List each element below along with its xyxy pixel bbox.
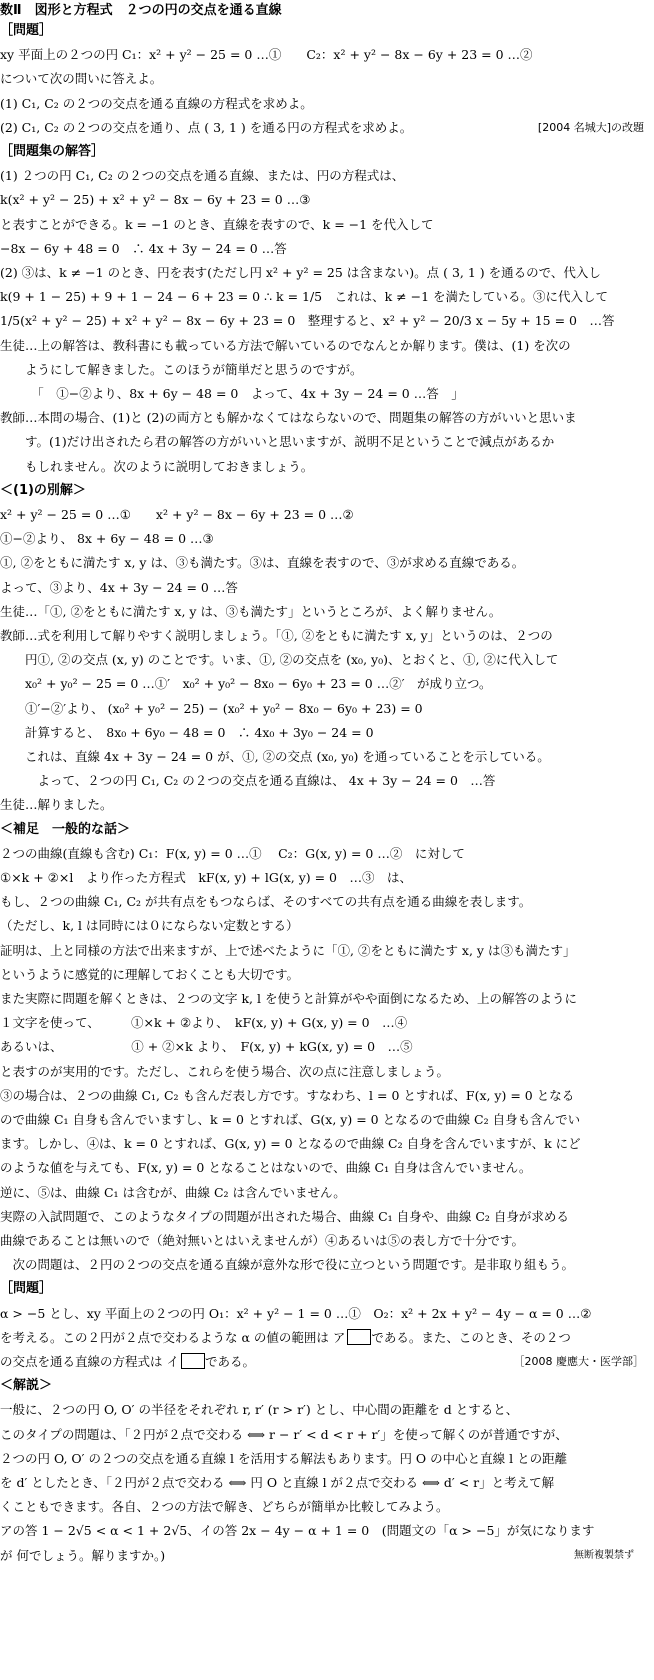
text-line: アの答 1 − 2√5 < α < 1 + 2√5、イの答 2x − 4y − α + 1 = 0 (問題文の「α > −5」が気になります <box>0 1523 595 1539</box>
text-line: が 何でしょう。解りますか。) 無断複製禁ず <box>0 1547 634 1563</box>
text-line: α > −5 とし、xy 平面上の２つの円 O₁：x² + y² − 1 = 0 …① O₂：x² + 2x + y² − 4y − α = 0 …② <box>0 1305 592 1321</box>
text-line: x₀² + y₀² − 25 = 0 …①′ x₀² + y₀² − 8x₀ − 6y₀ + 23 = 0 …②′ が成り立つ。 <box>0 676 492 692</box>
text-line: １文字を使って、 ①×k + ②より、 kF(x, y) + G(x, y) = 0 …④ <box>0 1015 408 1031</box>
answer-blank-box <box>181 1353 205 1369</box>
text-line: (1) ２つの円 C₁, C₂ の２つの交点を通る直線、または、円の方程式は、 <box>0 168 405 184</box>
text-line: よって、２つの円 C₁, C₂ の２つの交点を通る直線は、 4x + 3y − 24 = 0 …答 <box>0 773 496 789</box>
text-line: ２つの曲線(直線も含む) C₁：F(x, y) = 0 …① C₂：G(x, y) = 0 …② に対して <box>0 845 465 861</box>
text-line: よって、③より、4x + 3y − 24 = 0 …答 <box>0 579 238 595</box>
text-line: もし、２つの曲線 C₁, C₂ が共有点をもつならば、そのすべての共有点を通る曲線を表します。 <box>0 894 532 910</box>
section-heading: ［問題］ <box>0 1281 53 1297</box>
text-line: 1/5(x² + y² − 25) + x² + y² − 8x − 6y + 23 = 0 整理すると、x² + y² − 20/3 x − 5y + 15 = 0 …答 <box>0 313 615 329</box>
text-line: (2) ③は、k ≠ −1 のとき、円を表す(ただし円 x² + y² = 25 は含まない)。点 ( 3, 1 ) を通るので、代入し <box>0 265 601 280</box>
text-line: （ただし、k, l は同時には０にならない定数とする） <box>0 918 299 934</box>
text-line: 計算すると、 8x₀ + 6y₀ − 48 = 0 ∴ 4x₀ + 3y₀ − 24 = 0 <box>0 724 374 740</box>
text-line: これは、直線 4x + 3y − 24 = 0 が、①, ②の交点 (x₀, y₀) を通っていることを示している。 <box>0 749 550 764</box>
section-heading: ＜補足 一般的な話＞ <box>0 821 131 837</box>
text-line: を考える。この２円が２点で交わるような α の値の範囲は ア である。また、このとき、その２つ <box>0 1329 571 1345</box>
answer-blank-box <box>347 1329 371 1345</box>
text-line: 教師…本問の場合、(1)と (2)の両方とも解かなくてはならないので、問題集の解答の方がいいと思いま <box>0 410 577 426</box>
text-line: 円①, ②の交点 (x, y) のことです。いま、①, ②の交点を (x₀, y₀)、とおくと、①, ②に代入して <box>0 652 559 668</box>
section-heading: ＜解説＞ <box>0 1378 53 1394</box>
text-line: ので曲線 C₁ 自身も含んでいますし、k = 0 とすれば、G(x, y) = 0 となるので曲線 C₂ 自身も含んでい <box>0 1112 581 1127</box>
text-line: す。(1)だけ出されたら君の解答の方がいいと思いますが、説明不足ということで減点があるか <box>0 434 555 450</box>
text-line: 生徒…解りました。 <box>0 797 113 813</box>
text-line: 曲線であることは無いので（絶対無いとはいえませんが）④あるいは⑤の表し方で十分です。 <box>0 1233 525 1248</box>
text-line: (1) C₁, C₂ の２つの交点を通る直線の方程式を求めよ。 <box>0 95 313 111</box>
text-line: 「 ①−②より、8x + 6y − 48 = 0 よって、4x + 3y − 24 = 0 …答 」 <box>0 386 464 401</box>
text-line: k(x² + y² − 25) + x² + y² − 8x − 6y + 23 = 0 …③ <box>0 192 311 208</box>
section-heading: ［問題］ <box>0 23 53 38</box>
text-line: k(9 + 1 − 25) + 9 + 1 − 24 − 6 + 23 = 0 ∴ k = 1/5 これは、k ≠ −1 を満たしている。③に代入して <box>0 289 609 305</box>
text-line: 生徒…「①, ②をともに満たす x, y は、③も満たす」というところが、よく解りません。 <box>0 603 502 619</box>
text-line: ます。しかし、④は、k = 0 とすれば、G(x, y) = 0 となるので曲線 C₂ 自身を含んでいますが、k にど <box>0 1136 581 1152</box>
copyright-stamp: 無断複製禁ず <box>574 1549 634 1561</box>
text-line: −8x − 6y + 48 = 0 ∴ 4x + 3y − 24 = 0 …答 <box>0 240 287 256</box>
text-line: ①−②より、 8x + 6y − 48 = 0 …③ <box>0 531 214 547</box>
text-line: ③の場合は、２つの曲線 C₁, C₂ も含んだ表し方です。すなわち、l = 0 とすれば、F(x, y) = 0 となる <box>0 1087 575 1103</box>
question-text-tail: である。また、このとき、その２つ <box>371 1329 571 1345</box>
text-line: このタイプの問題は、「２円が２点で交わる ⟺ r − r′ < d < r + r′」を使って解くのが普通ですが、 <box>0 1426 568 1442</box>
text-line: 実際の入試問題で、このようなタイプの問題が出された場合、曲線 C₁ 自身や、曲線 C₂ 自身が求める <box>0 1208 569 1224</box>
text-line: また実際に問題を解くときは、２つの文字 k, l を使うと計算がやや面倒になるため、上の解答のように <box>0 991 577 1006</box>
source-citation: [2004 名城大]の改題 <box>537 120 644 134</box>
text-line: ２つの円 O, O′ の２つの交点を通る直線 l を活用する解法もあります。円 O の中心と直線 l との距離 <box>0 1450 568 1466</box>
text-line: ①, ②をともに満たす x, y は、③も満たす。③は、直線を表すので、③が求める直線である。 <box>0 555 525 571</box>
text-line: くこともできます。各自、２つの方法で解き、どちらが簡単か比較してみよう。 <box>0 1499 449 1515</box>
text-line: もしれません。次のように説明しておきましょう。 <box>0 458 314 474</box>
text-line: ようにして解きました。このほうが簡単だと思うのですが。 <box>0 361 363 377</box>
text-line: ①′−②′より、 (x₀² + y₀² − 25) − (x₀² + y₀² − 8x₀ − 6y₀ + 23) = 0 <box>0 700 423 716</box>
page-title: 数Ⅱ 図形と方程式 ２つの円の交点を通る直線 <box>0 3 282 18</box>
text-line: 教師…式を利用して解りやすく説明しましょう。「①, ②をともに満たす x, y」というのは、２つの <box>0 628 553 643</box>
text-line: xy 平面上の２つの円 C₁：x² + y² − 25 = 0 …① C₂：x² + y² − 8x − 6y + 23 = 0 …② <box>0 47 533 63</box>
text-line: あるいは、 ① + ②×k より、 F(x, y) + kG(x, y) = 0 …⑤ <box>0 1039 413 1055</box>
text-line: 生徒…上の解答は、教科書にも載っている方法で解いているのでなんとか解ります。僕は、(1) を次の <box>0 337 571 353</box>
section-heading: ［問題集の解答］ <box>0 144 105 159</box>
source-citation: ［2008 慶應大・医学部］ <box>513 1355 644 1368</box>
text-line: を d′ としたとき、「２円が２点で交わる ⟺ 円 O と直線 l が２点で交わる ⟺ d′ < r」と考えて解 <box>0 1475 555 1490</box>
question-text-tail: である。 <box>204 1354 255 1369</box>
section-heading: ＜(1)の別解＞ <box>0 482 86 498</box>
text-line: と表すのが実用的です。ただし、これらを使う場合、次の点に注意しましょう。 <box>0 1063 450 1079</box>
text-line: ①×k + ②×l より作った方程式 kF(x, y) + lG(x, y) = 0 …③ は、 <box>0 870 413 885</box>
text-line: について次の問いに答えよ。 <box>0 71 163 87</box>
text-line: 次の問題は、２円の２つの交点を通る直線が意外な形で役に立つという問題です。是非取り組もう。 <box>0 1257 575 1273</box>
text-line: の交点を通る直線の方程式は イ である。 ［2008 慶應大・医学部］ <box>0 1354 644 1369</box>
text-line: x² + y² − 25 = 0 …① x² + y² − 8x − 6y + 23 = 0 …② <box>0 507 354 522</box>
text-line: 一般に、２つの円 O, O′ の半径をそれぞれ r, r′ (r > r′) とし、中心間の距離を d とすると、 <box>0 1402 519 1418</box>
text-line: というように感覚的に理解しておくことも大切です。 <box>0 966 300 982</box>
text-line: と表すことができる。k = −1 のとき、直線を表すので、k = −1 を代入して <box>0 216 434 232</box>
text-line: 逆に、⑤は、曲線 C₁ は含むが、曲線 C₂ は含んでいません。 <box>0 1184 346 1200</box>
text-line: 証明は、上と同様の方法で出来ますが、上で述べたように「①, ②をともに満たす x, y は③も満たす」 <box>0 942 576 958</box>
text-line: のような値を与えても、F(x, y) = 0 となることはないので、曲線 C₁ 自身は含んでいません。 <box>0 1160 532 1176</box>
text-line: (2) C₁, C₂ の２つの交点を通り、点 ( 3, 1 ) を通る円の方程式を求めよ。 [2004 名城大]の改題 <box>0 119 644 135</box>
